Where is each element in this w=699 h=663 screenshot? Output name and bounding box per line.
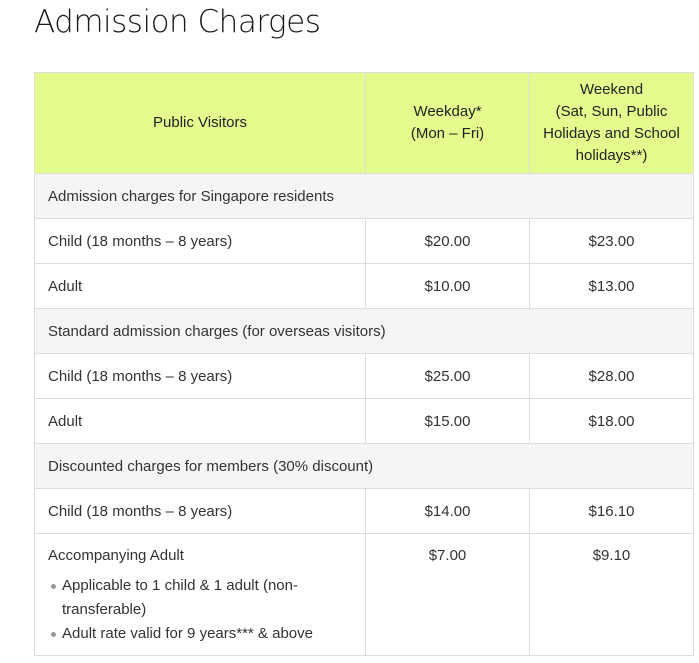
notes-list bbox=[48, 574, 352, 646]
section-row-members bbox=[35, 444, 694, 489]
weekday-price: $7.00 bbox=[366, 534, 530, 656]
section-row-residents bbox=[35, 174, 694, 219]
weekend-price: $16.10 bbox=[530, 489, 694, 534]
table-row bbox=[35, 399, 694, 444]
list-item: Applicable to 1 child & 1 adult (non-transferable) bbox=[62, 574, 352, 622]
table-row bbox=[35, 354, 694, 399]
header-weekend-days-3: holidays**) bbox=[575, 147, 648, 164]
page-title: Admission Charges bbox=[34, 4, 321, 40]
table-header-row bbox=[35, 73, 694, 174]
weekday-price: $25.00 bbox=[366, 354, 530, 399]
section-row-overseas bbox=[35, 309, 694, 354]
weekend-price: $13.00 bbox=[530, 264, 694, 309]
weekend-price: $28.00 bbox=[530, 354, 694, 399]
header-weekend-title: Weekend bbox=[579, 81, 644, 98]
admission-charges-table bbox=[34, 72, 694, 656]
weekend-price: $9.10 bbox=[530, 534, 694, 656]
header-weekday-days: (Mon – Fri) bbox=[410, 125, 485, 142]
header-weekend bbox=[530, 73, 694, 174]
weekday-price: $15.00 bbox=[366, 399, 530, 444]
table-row bbox=[35, 489, 694, 534]
section-heading: Standard admission charges (for overseas visitors) bbox=[35, 309, 694, 354]
section-heading: Discounted charges for members (30% discount) bbox=[35, 444, 694, 489]
table-row bbox=[35, 264, 694, 309]
header-weekend-days-1: (Sat, Sun, Public bbox=[555, 103, 668, 120]
row-label: Adult bbox=[35, 264, 366, 309]
row-label: Child (18 months – 8 years) bbox=[35, 219, 366, 264]
row-label: Child (18 months – 8 years) bbox=[35, 489, 366, 534]
weekday-price: $20.00 bbox=[366, 219, 530, 264]
header-weekday-title: Weekday* bbox=[413, 103, 482, 120]
weekday-price: $10.00 bbox=[366, 264, 530, 309]
row-label: Child (18 months – 8 years) bbox=[35, 354, 366, 399]
weekend-price: $23.00 bbox=[530, 219, 694, 264]
table-row bbox=[35, 219, 694, 264]
row-label: Accompanying Adult bbox=[48, 547, 184, 564]
list-item: Adult rate valid for 9 years*** & above bbox=[62, 622, 352, 646]
section-heading: Admission charges for Singapore residents bbox=[35, 174, 694, 219]
header-weekend-days-2: Holidays and School bbox=[543, 125, 680, 142]
row-label-cell bbox=[35, 534, 366, 656]
weekday-price: $14.00 bbox=[366, 489, 530, 534]
header-weekday bbox=[366, 73, 530, 174]
weekend-price: $18.00 bbox=[530, 399, 694, 444]
table-row bbox=[35, 534, 694, 656]
row-label: Adult bbox=[35, 399, 366, 444]
header-public-visitors: Public Visitors bbox=[35, 73, 366, 174]
